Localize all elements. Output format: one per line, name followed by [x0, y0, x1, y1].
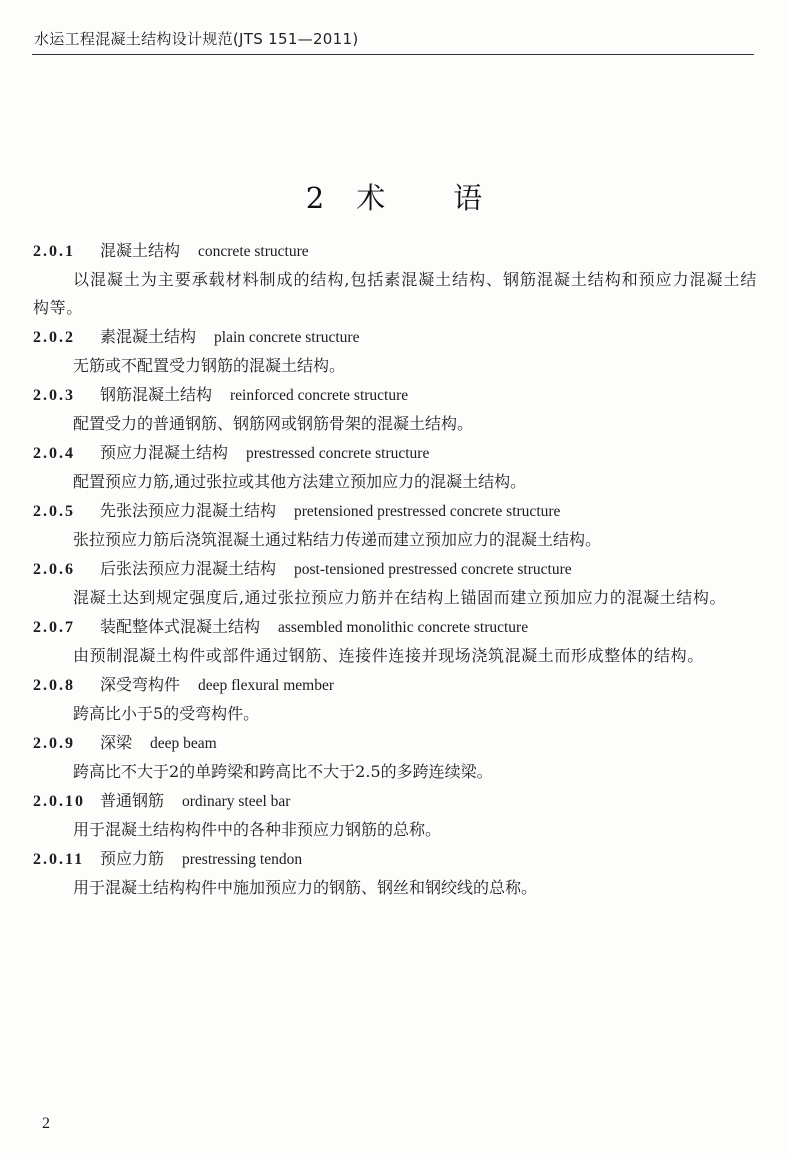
term-chinese: 素混凝土结构 — [100, 327, 197, 346]
chapter-title — [0, 176, 790, 217]
term-definition: 配置预应力筋,通过张拉或其他方法建立预加应力的混凝土结构。 — [73, 472, 527, 491]
term-definition: 张拉预应力筋后浇筑混凝土通过粘结力传递而建立预加应力的混凝土结构。 — [73, 530, 602, 549]
term-heading — [33, 380, 757, 410]
term-heading — [33, 554, 757, 584]
term-item — [33, 322, 757, 380]
term-heading — [33, 728, 757, 758]
term-chinese: 深梁 — [100, 733, 133, 752]
term-chinese: 深受弯构件 — [100, 675, 181, 694]
term-heading — [33, 786, 757, 816]
term-chinese: 普通钢筋 — [100, 791, 165, 810]
term-item — [33, 728, 757, 786]
running-header: 水运工程混凝土结构设计规范(JTS 151—2011) — [34, 30, 359, 48]
term-chinese: 先张法预应力混凝土结构 — [100, 501, 277, 520]
term-english: plain concrete structure — [214, 329, 360, 346]
chapter-number: 2 — [305, 181, 327, 215]
term-heading — [33, 236, 757, 266]
term-definition: 无筋或不配置受力钢筋的混凝土结构。 — [73, 356, 346, 375]
term-heading — [33, 844, 757, 874]
term-english: assembled monolithic concrete structure — [278, 619, 529, 636]
terms-list — [33, 236, 757, 902]
term-definition: 用于混凝土结构构件中的各种非预应力钢筋的总称。 — [73, 820, 442, 839]
term-english: prestressed concrete structure — [246, 445, 430, 462]
term-item — [33, 380, 757, 438]
term-heading — [33, 438, 757, 468]
term-number: 2.0.8 — [33, 677, 75, 694]
term-english: concrete structure — [198, 243, 309, 260]
term-definition: 跨高比小于5的受弯构件。 — [73, 704, 260, 723]
term-english: deep beam — [150, 735, 217, 752]
term-definition: 以混凝土为主要承载材料制成的结构,包括素混凝土结构、钢筋混凝土结构和预应力混凝土结构等。 — [33, 270, 757, 317]
term-english: prestressing tendon — [182, 851, 303, 868]
term-number: 2.0.6 — [33, 561, 75, 578]
term-chinese: 钢筋混凝土结构 — [100, 385, 213, 404]
term-english: ordinary steel bar — [182, 793, 291, 810]
term-heading — [33, 670, 757, 700]
term-item — [33, 612, 757, 670]
term-number: 2.0.1 — [33, 243, 75, 260]
term-definition: 跨高比不大于2的单跨梁和跨高比不大于2.5的多跨连续梁。 — [73, 762, 493, 781]
header-rule — [32, 54, 754, 55]
term-item — [33, 844, 757, 902]
term-item — [33, 438, 757, 496]
term-heading — [33, 496, 757, 526]
term-definition: 混凝土达到规定强度后,通过张拉预应力筋并在结构上锚固而建立预加应力的混凝土结构。 — [73, 588, 727, 607]
term-chinese: 装配整体式混凝土结构 — [100, 617, 261, 636]
term-english: deep flexural member — [198, 677, 335, 694]
chapter-title-char-2: 语 — [453, 181, 485, 215]
term-number: 2.0.5 — [33, 503, 75, 520]
term-item — [33, 786, 757, 844]
term-chinese: 预应力混凝土结构 — [100, 443, 229, 462]
term-chinese: 预应力筋 — [100, 849, 165, 868]
term-number: 2.0.2 — [33, 329, 75, 346]
term-number: 2.0.7 — [33, 619, 75, 636]
term-english: post-tensioned prestressed concrete structure — [294, 561, 572, 578]
term-chinese: 混凝土结构 — [100, 241, 181, 260]
term-definition: 用于混凝土结构构件中施加预应力的钢筋、钢丝和钢绞线的总称。 — [73, 878, 538, 897]
chapter-title-char-1: 术 — [356, 181, 388, 215]
term-item — [33, 670, 757, 728]
term-english: reinforced concrete structure — [230, 387, 409, 404]
term-item — [33, 236, 757, 322]
term-number: 2.0.10 — [33, 793, 85, 810]
term-number: 2.0.11 — [33, 851, 85, 868]
term-item — [33, 496, 757, 554]
term-chinese: 后张法预应力混凝土结构 — [100, 559, 277, 578]
term-english: pretensioned prestressed concrete structure — [294, 503, 561, 520]
term-number: 2.0.4 — [33, 445, 75, 462]
term-item — [33, 554, 757, 612]
page-number: 2 — [42, 1115, 50, 1132]
term-heading — [33, 322, 757, 352]
term-number: 2.0.9 — [33, 735, 75, 752]
term-heading — [33, 612, 757, 642]
term-definition: 配置受力的普通钢筋、钢筋网或钢筋骨架的混凝土结构。 — [73, 414, 474, 433]
term-number: 2.0.3 — [33, 387, 75, 404]
term-definition: 由预制混凝土构件或部件通过钢筋、连接件连接并现场浇筑混凝土而形成整体的结构。 — [73, 646, 704, 665]
